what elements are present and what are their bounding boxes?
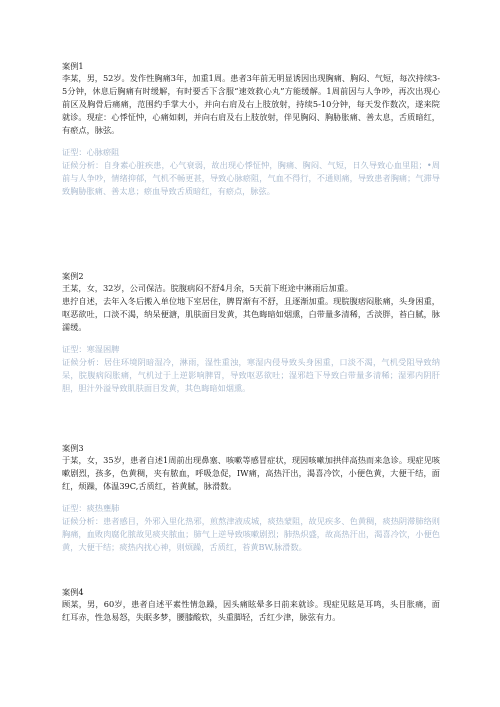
case-1 [62, 60, 440, 198]
case-title: 案例3 [62, 443, 84, 453]
syndrome-type: 证型：心脉瘀阻 [62, 147, 120, 157]
syndrome-analysis: 证候分析：患者感目，外邪入里化热邪，煎熬津液成城，痰热蒙阻，故见疾多、色黄稠，痰热阴滞肺络则胸痛，血败肉腐化脓故见痰夹脓血；肺气上逆导致咳嗽剧烈；肺热炽盛，故高热汗出，渴喜冷饮，小便色黄，大便干结；痰热内扰心神，则烦躁，舌质红，苔黄BW,脉滑数。 [62, 516, 440, 552]
case-description: 李某，男，52岁。发作性胸痛3年，加重1周。患者3年前无明显诱因出现胸痛、胸闷、气短，每次持续3-5分钟，休息后胸痛有时缓解，有时要舌下含服“速效救心丸”方能缓解。1周前因与人争吵，再次出现心前区及胸骨后痛痛，范围约手掌大小，并向右肩及右上肢放射，持续5-10分钟，每天发作数次，遂来院就诊。现症：心悸怔忡，心痛如刺，并向右肩及右上肢放射，伴见胸闷、胸胁胀痛、善太息，舌质暗红，有瘀点，脉弦。 [62, 73, 440, 135]
syndrome-analysis: 证候分析：自身素心脏疾患，心气衰弱，故出现心悸怔忡，胸痛、胸闷、气短，日久导致心血里阻；•周前与人争吵，情绪抑郁，气机不畅更甚，导致心脉瘀阻，气血不得行，不通则痛，导致患者胸痛；气滞导致胸胁胀痛、善太息；瘀血导致舌质暗红，有瘀点，脉弦。 [62, 160, 440, 196]
case-3 [62, 442, 440, 554]
syndrome-analysis: 证候分析：居住环境阴暗湿冷，淋雨，湿性重浊，寒湿内侵导致头身困重，口淡不渴，气机受阻导致纳呆，脘腹病闷胀痛，气机过于上逆影响脾胃，导致呕恶欲吐；湿邪趋下导致白带量多清稀；湿邪内阴肝胆，胆汁外溢导致肌肤面目发黄，其色晦暗如烟熏。 [62, 357, 440, 393]
case-description: 王某，女，32岁，公司保洁。脘腹病闷不舒4月余，5天前下班途中淋雨后加重。 [62, 283, 354, 293]
case-description: 于某，女，35岁，患者自述1周前出现鼻塞、咳嗽等感冒症状，现因咳嗽加拱伴高热而来急诊。现症见咳嗽剧烈，孩多，色黄稠，夹有脓血，呼吸急促，IW痛，高热汗出，渴喜冷饮，小便色黄，大便干结，面红，烦躁，体温39C,舌质红，苔黄腻，脉滑数。 [62, 455, 440, 491]
case-title: 案例4 [62, 587, 84, 597]
case-description-continued: 患拧自述，去年入冬后搬入单位地下室居住，脾胃渐有不舒，且逐渐加重。现脘腹痞闷胀痛，头身困重，呕恶欲吐，口淡不渴，纳呆便溏，肌肤面目发黄，其色晦暗如烟熏，白带量多清稀，舌淡胖，苔白腻，脉濡缓。 [62, 296, 440, 332]
case-description: 顾某，男，60岁，患者自述平素性情急躁，因头痛眩晕多日前来就诊。现症见眩是耳鸣，头目胀痛，面红耳赤，性急易怒，失眠多梦，腰膝酸软，头重脚轻，舌红少津，脉弦有力。 [62, 599, 440, 622]
syndrome-type: 证型：寒湿困脾 [62, 344, 120, 354]
case-title: 案例2 [62, 271, 84, 281]
case-4 [62, 586, 440, 624]
syndrome-type: 证型：痰热壅肺 [62, 503, 120, 513]
case-2 [62, 270, 440, 395]
case-title: 案例1 [62, 61, 84, 71]
